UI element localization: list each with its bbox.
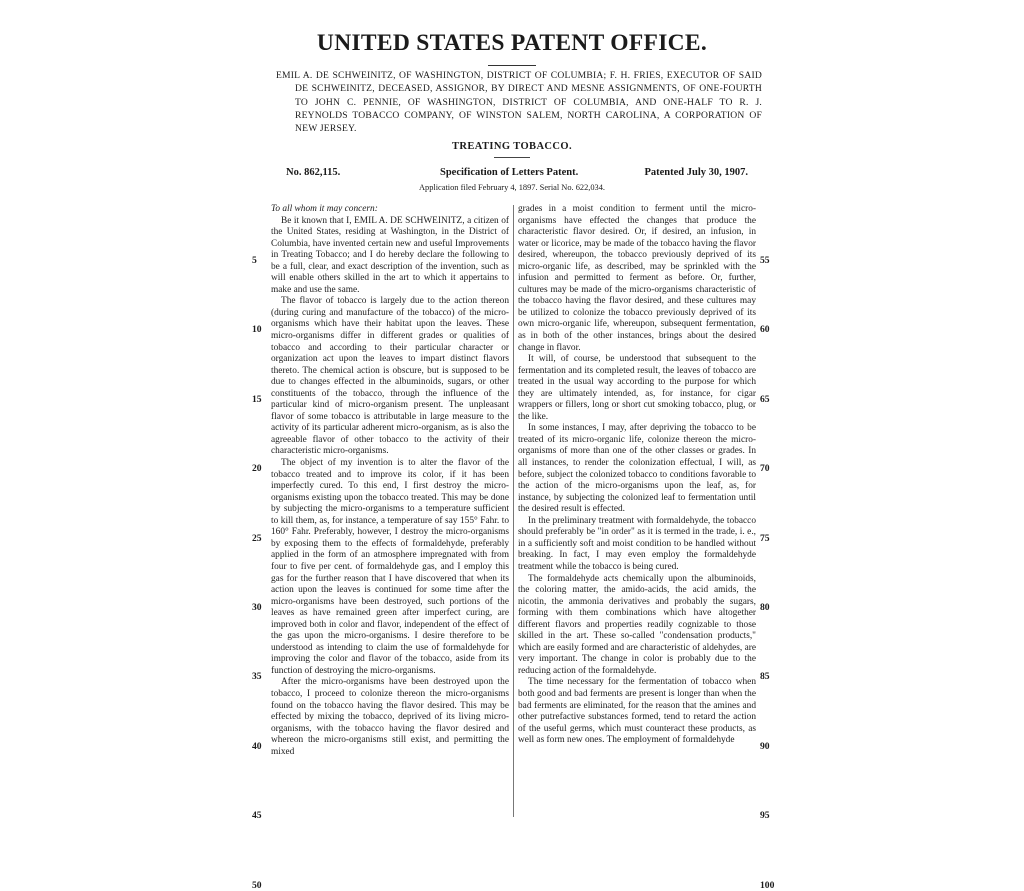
line-number: 80 — [760, 602, 770, 613]
salutation: To all whom it may concern: — [271, 204, 378, 214]
line-number: 35 — [252, 671, 262, 683]
line-number: 10 — [252, 324, 262, 336]
assignors-paragraph: EMIL A. DE SCHWEINITZ, OF WASHINGTON, DISTRICT OF COLUMBIA; F. H. FRIES, EXECUTOR OF SAID DE SCHWEINITZ, DECEASED, ASSIGNOR, BY DIRECT AND MESNE ASSIGNMENTS, OF ONE-FOURTH TO JOHN C. PENNIE, OF WASHINGTON, DISTRICT OF COLUMBIA, AND ONE-HALF TO R. J. REYNOLDS TOBACCO COMPANY, OF WINSTON SALEM, NORTH CAROLINA, A CORPORATION OF NEW JERSEY. — [276, 70, 762, 135]
specification-line — [286, 167, 748, 181]
line-number: 75 — [760, 532, 770, 544]
patent-title: TREATING TOBACCO. — [452, 141, 572, 152]
office-heading: UNITED STATES PATENT OFFICE. — [316, 30, 708, 56]
line-number: 100 — [760, 879, 775, 891]
line-number: 30 — [252, 602, 262, 613]
right-text-column — [518, 204, 756, 747]
line-number: 20 — [252, 463, 262, 475]
line-number: 50 — [252, 879, 262, 891]
line-number: 45 — [252, 810, 262, 822]
application-line: Application filed February 4, 1897. Serial No. 622,034. — [418, 183, 606, 192]
patent-number: No. 862,115. — [286, 167, 341, 178]
column-divider — [513, 205, 514, 817]
left-text-column — [271, 204, 509, 758]
line-number: 40 — [252, 740, 262, 752]
line-number: 90 — [760, 740, 770, 752]
line-number: 85 — [760, 671, 770, 683]
body-paragraph: The time necessary for the fermentation of tobacco when both good and bad ferments are present is longer than when the bad ferments are eliminated, for the reason that the amines and other putrefactive substances formed, tend to retard the action of the useful germs, which must counteract these products, as well as form new ones. The employment of formaldehyde — [518, 677, 756, 746]
specification-label: Specification of Letters Patent. — [440, 167, 579, 178]
line-number: 65 — [760, 393, 770, 405]
line-number: 60 — [760, 324, 770, 336]
line-number: 55 — [760, 255, 770, 266]
body-paragraph: Be it known that I, EMIL A. DE SCHWEINITZ, a citizen of the United States, residing at Washington, in the District of Columbia, have invented certain new and useful Improvements in Treating Tobacco; and I do hereby declare the following to be a full, clear, and exact description of the invention, such as will enable others skilled in the art to which it appertains to make and use the same. — [271, 215, 509, 295]
line-number: 95 — [760, 810, 770, 822]
line-number: 25 — [252, 532, 262, 544]
patented-date: Patented July 30, 1907. — [644, 167, 748, 178]
body-paragraph: In the preliminary treatment with formaldehyde, the tobacco should preferably be "in order" as it is termed in the trade, i. e., in a sufficiently soft and moist condition to be handled without breaking. In fact, I may even employ the formaldehyde treatment while the tobacco is being cured. — [518, 515, 756, 572]
body-paragraph: After the micro-organisms have been destroyed upon the tobacco, I proceed to colonize thereon the micro-organisms found on the tobacco having the flavor desired. This may be effected by mixing the tobacco, deprived of its living micro-organisms, with the tobacco having the flavor desired and whereon the micro-organisms still exist, and permitting the mixed — [271, 677, 509, 757]
body-paragraph: It will, of course, be understood that subsequent to the fermentation and its completed result, the leaves of tobacco are treated in the usual way according to the purpose for which they are ultimately intended, as, for instance, for cigar wrappers or fillers, long or short cut smoking tobacco, plug, or the like. — [518, 354, 756, 422]
heading-rule — [488, 65, 536, 66]
line-number: 70 — [760, 463, 770, 475]
body-paragraph: In some instances, I may, after depriving the tobacco to be treated of its micro-organic life, colonize thereon the micro-organisms of more than one of the other classes or grades. In all instances, to render the colonization effectual, I will, as before, subject the colonized tobacco to conditions favorable to the action of the micro-organisms upon the leaf, as, for instance, by subjecting the colonized leaf to fermentation until the desired result is effected. — [518, 423, 756, 515]
body-paragraph: grades in a moist condition to ferment until the micro-organisms have effected the changes that produce the characteristic flavor desired. Or, if desired, an infusion, in water or licorice, may be made of the tobacco having the flavor desired, whereupon, the tobacco previously deprived of its micro-organic life, as described, may be sprinkled with the infusion and permitted to ferment as before. Or, further, cultures may be made of the micro-organisms characteristic of the tobacco having the flavor desired, and these cultures may be utilized to colonize the tobacco previously deprived of its own micro-organic life, whereupon, subsequent fermentation, as in both of the other instances, brings about the desired change in flavor. — [518, 204, 756, 353]
line-number: 5 — [252, 255, 257, 266]
line-number: 15 — [252, 393, 262, 405]
body-paragraph: The flavor of tobacco is largely due to the action thereon (during curing and manufacture of the tobacco) of the micro-organisms which have their habitat upon the leaves. These micro-organisms differ in different grades or qualities of tobacco and according to their particular character or organization act upon the leaves to impart distinct flavors thereto. The chemical action is obscure, but is supposed to be due to changes effected in the albuminoids, sugars, or other constituents of the tobacco, through the influence of the particular kind of micro-organism present. The unpleasant flavor of some tobacco is attributable in large measure to the activity of its particular adherent micro-organism, as is also the agreeable flavor of other tobacco to the activity of their characteristic micro-organisms. — [271, 296, 509, 457]
body-paragraph: The formaldehyde acts chemically upon the albuminoids, the coloring matter, the amido-acids, the acid amids, the nicotin, the ammonia derivatives and probably the sugars, forming with them combinations which have altogether different flavors and properties readily cognizable to those skilled in the art. These so-called "condensation products," which are easily formed and are characteristic of aldehydes, are very important. The change in color is probably due to the reducing action of the formaldehyde. — [518, 573, 756, 676]
body-paragraph: The object of my invention is to alter the flavor of the tobacco treated and to improve its color, if it has been imperfectly cured. To this end, I first destroy the micro-organisms existing upon the tobacco treated. This may be done by subjecting the micro-organisms to a temperature sufficient to kill them, as, for instance, a temperature of say 155° Fahr. to 160° Fahr. Preferably, however, I destroy the micro-organisms by exposing them to the effects of formaldehyde, preferably applied in the form of an atmosphere impregnated with from four to five per cent. of formaldehyde gas, and I employ this gas for the further reason that I have discovered that when its action upon the leaves is continued for some time after the micro-organisms have been destroyed, such portions of the leaves as have remained green after imperfect curing, are improved both in color and flavor, independent of the effect of the gas upon the micro-organisms. I desire therefore to be understood as intending to claim the use of formaldehyde for improving the color and flavor of the tobacco, aside from its function of destroying the micro-organisms. — [271, 458, 509, 676]
title-rule — [494, 157, 530, 158]
